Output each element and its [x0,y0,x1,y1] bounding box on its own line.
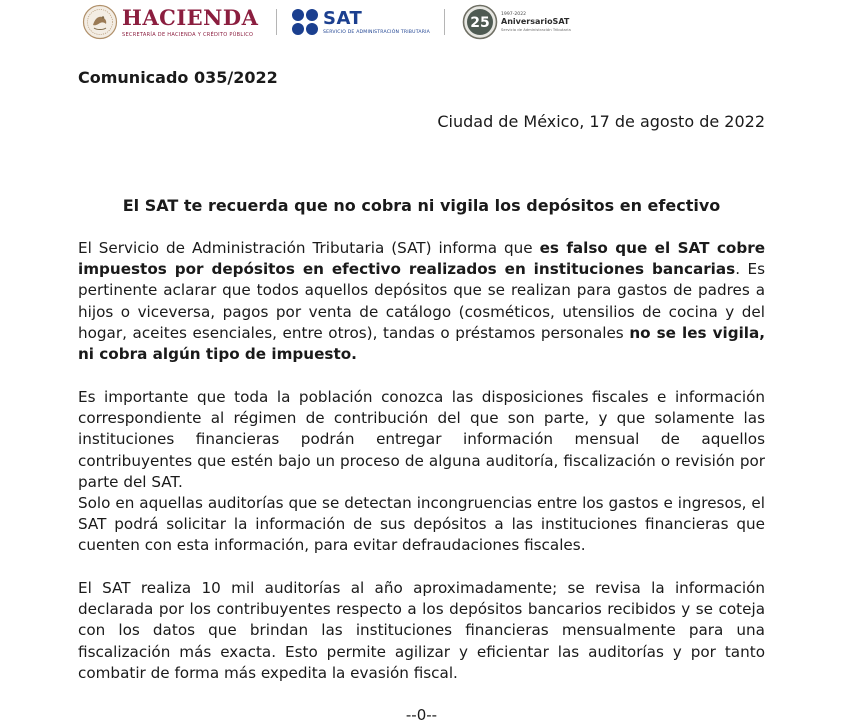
paragraph-1-bold-a: es falso que el SAT cobre impuestos por depósitos en efectivo realizados en instituciones bancarias [78,239,766,279]
letterhead [0,0,843,48]
closing-mark: --0-- [405,706,438,724]
sat-dots-icon [291,8,319,36]
national-seal-icon [82,4,118,40]
sat-subtitle: SERVICIO DE ADMINISTRACIÓN TRIBUTARIA [323,30,430,35]
header-divider [276,9,277,35]
header-divider [444,9,445,35]
anniversary-subtitle: Servicio de Administración Tributaria [501,27,571,32]
dateline: Ciudad de México, 17 de agosto de 2022 [437,112,765,131]
anniversary-logo [462,2,571,42]
sat-logo [291,2,430,42]
paragraph-3: Solo en aquellas auditorías que se detectan incongruencias entre los gastos e ingresos, el SAT podrá solicitar la información de sus depósitos a las instituciones financieras que cuenten con esta información, para evitar defraudaciones fiscales. [78,494,765,555]
sat-wordmark: SAT [323,8,363,29]
headline: El SAT te recuerda que no cobra ni vigila los depósitos en efectivo [122,196,721,215]
anniversary-wordmark: AniversarioSAT [501,17,570,26]
paragraph-2: Es importante que toda la población conozca las disposiciones fiscales e información correspondiente al régimen de contribución del que son parte, y que solamente las instituciones financieras podrán entregar información mensual de aquellos contribuyentes que estén bajo un proceso de alguna auditoría, fiscalización o revisión por parte del SAT. [78,388,765,491]
press-release-number: Comunicado 035/2022 [78,68,278,87]
paragraph-1-bold-b: no se les vigila, ni cobra algún tipo de impuesto. [78,323,765,364]
paragraph-1-text-b: . Es pertinente aclarar que todos aquellos depósitos que se realizan para gastos de padres a hijos o viceversa, pagos por venta de catálogo (cosméticos, utensilios de cocina y del hogar, aceites esenciales, entre otros), tandas o préstamos personales [78,260,765,342]
paragraph-1 [78,238,765,365]
hacienda-logo [82,2,258,42]
hacienda-subtitle: SECRETARÍA DE HACIENDA Y CRÉDITO PÚBLICO [122,31,254,38]
hacienda-wordmark: HACIENDA [122,4,259,30]
anniversary-badge-icon [462,4,498,40]
anniversary-years: 1997-2022 [501,12,527,17]
paragraph-1-text-a: El Servicio de Administración Tributaria (SAT) informa que [78,239,540,257]
paragraph-4: El SAT realiza 10 mil auditorías al año aproximadamente; se revisa la información declarada por los contribuyentes respecto a los depósitos bancarios recibidos y se coteja con los datos que brindan las instituciones financieras mensualmente para una fiscalización más exacta. Esto permite agilizar y eficientar las auditorías y por tanto combatir de forma más expedita la evasión fiscal. [78,579,765,682]
anniversary-number: 25 [470,15,490,31]
